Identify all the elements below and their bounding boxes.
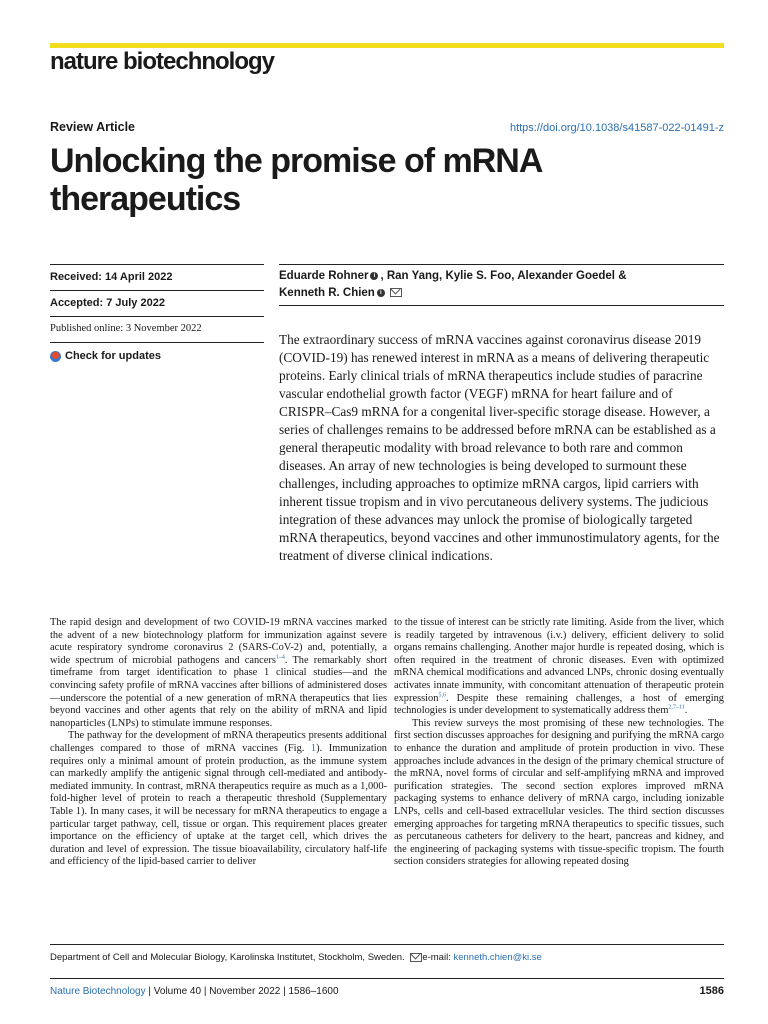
citation[interactable]: 1–4 (275, 654, 285, 661)
authors-block (279, 264, 724, 306)
paragraph-text: . (684, 705, 688, 717)
paragraph (50, 617, 387, 730)
divider (50, 978, 724, 979)
article-type: Review Article (50, 120, 135, 134)
figure-link[interactable]: 1 (310, 742, 317, 754)
paragraph-text: ). Immunization requires only a minimal amount of protein production, as the immune system can markedly amplify the antigenic signal through cell-mediated and antibody-mediated immunity. In contrast, mRNA therapeutics require as much as a 1,000-fold-higher level of protein to reach a therapeutic threshold (Supplementary Table 1). In many cases, it will be necessary for mRNA therapeutics to engage a particular target pathway, cell, tissue or organ. This requirement places greater importance on the efficiency of uptake at the target cell, which drives the duration and level of expression. The tissue bioavailability, circulatory half-life and efficiency of the lipid-based carrier to deliver (50, 742, 387, 868)
paragraph: This review surveys the most promising of these new technologies. The first section discusses approaches for designing and purifying the mRNA cargo to enhance the duration and amplitude of protein production in vivo. These approaches include advances in the design of the primary chemical structure of the mRNA, novel forms of circular and self-amplifying mRNA and improved purification strategies. The second section explores improved mRNA packaging systems to enhance delivery of mRNA cargo, including ionizable LNPs, cells and cell-based extracellular vesicles. The third section discusses emerging approaches for targeting mRNA therapeutics to specific tissues, such as percutaneous catheters for delivery to the heart, pancreas and kidney, and the engineering of packaging systems with tissue-specific tropism. The fourth section considers strategies for allowing repeated dosing (394, 717, 724, 868)
page-number: 1586 (699, 985, 724, 997)
orcid-icon[interactable]: i (377, 289, 385, 297)
accepted-date: Accepted: 7 July 2022 (50, 291, 264, 317)
email-label: e-mail: (422, 952, 454, 963)
orcid-icon[interactable]: i (370, 272, 378, 280)
article-metadata (50, 264, 264, 369)
divider (50, 944, 724, 945)
footer-journal[interactable]: Nature Biotechnology (50, 986, 146, 997)
doi-link[interactable]: https://doi.org/10.1038/s41587-022-01491-z (509, 122, 724, 134)
mail-icon[interactable] (390, 288, 402, 297)
paragraph (50, 730, 387, 869)
published-date: Published online: 3 November 2022 (50, 317, 264, 343)
body-column-right (394, 617, 724, 869)
author-list (279, 268, 724, 302)
body-column-left (50, 617, 387, 869)
paragraph-text: The rapid design and development of two COVID-19 mRNA vaccines marked the advent of a new biotechnology platform for immunization against severe acute respiratory syndrome coronavirus 2 (SARS-CoV-2) and, potentially, a wide spectrum of microbial pathogens and cancers (50, 617, 387, 666)
email-link[interactable]: kenneth.chien@ki.se (453, 952, 542, 963)
check-updates-icon (50, 351, 61, 362)
citation[interactable]: 2,7–11 (668, 704, 685, 711)
received-date: Received: 14 April 2022 (50, 265, 264, 291)
paragraph-text: . The remarkably short timeframe from target identification to phase 1 clinical studies—and the convincing safety profile of mRNA vaccines after billions of administered doses—underscore the potential of a new generation of mRNA therapeutics that lies beyond vaccines and other agents that rely on the ability of mRNA and lipid nanoparticles (LNPs) to stimulate immune responses. (50, 654, 387, 729)
affiliation (50, 952, 542, 963)
paragraph (394, 617, 724, 718)
footer-details: | Volume 40 | November 2022 | 1586–1600 (145, 986, 339, 997)
citation[interactable]: 5,6 (438, 692, 446, 699)
author-names: , Ran Yang, Kylie S. Foo, Alexander Goedel & (380, 270, 627, 282)
corresponding-author: Kenneth R. Chien (279, 287, 375, 299)
paragraph-text: to the tissue of interest can be strictly rate limiting. Aside from the liver, which is readily targeted by intravenous (i.v.) delivery, efficient delivery to solid organs remains challenging. Another major hurdle is repeated dosing, which is often required in the treatment of chronic diseases. Even with optimized mRNA chemical modifications and advanced LNPs, chronic dosing eventually activates innate immunity, with concomitant attenuation of therapeutic protein expression (394, 617, 724, 704)
check-updates-label: Check for updates (65, 350, 161, 362)
journal-name: nature biotechnology (50, 48, 275, 75)
paragraph-text: . Despite these remaining challenges, a host of emerging technologies is under development to systematically address them (394, 692, 724, 717)
abstract: The extraordinary success of mRNA vaccines against coronavirus disease 2019 (COVID-19) has renewed interest in mRNA as a means of delivering therapeutic proteins. Early clinical trials of mRNA therapeutics include studies of paracrine vascular endothelial growth factor (VEGF) mRNA for heart failure and of CRISPR–Cas9 mRNA for a congenital liver-specific storage disease. However, a series of challenges remains to be addressed before mRNA can be established as a general therapeutic modality with broad relevance to both rare and common diseases. An array of new technologies is being developed to surmount these challenges, including approaches to optimize mRNA cargos, lipid carriers with inherent tissue tropism and in vivo percutaneous delivery systems. The judicious integration of these advances may unlock the promise of biologically targeted mRNA therapeutics, beyond vaccines and other immunostimulatory agents, for the treatment of diverse clinical indications. (279, 332, 720, 563)
check-updates-button[interactable] (50, 343, 264, 369)
author-name: Eduarde Rohner (279, 270, 369, 282)
affiliation-text: Department of Cell and Molecular Biology, Karolinska Institutet, Stockholm, Sweden. (50, 952, 408, 963)
paragraph-text: The pathway for the development of mRNA therapeutics presents additional challenges compared to those of mRNA vaccines (Fig. (50, 730, 387, 754)
article-title: Unlocking the promise of mRNA therapeutics (50, 142, 542, 218)
mail-icon (410, 953, 422, 962)
footer (50, 986, 339, 997)
